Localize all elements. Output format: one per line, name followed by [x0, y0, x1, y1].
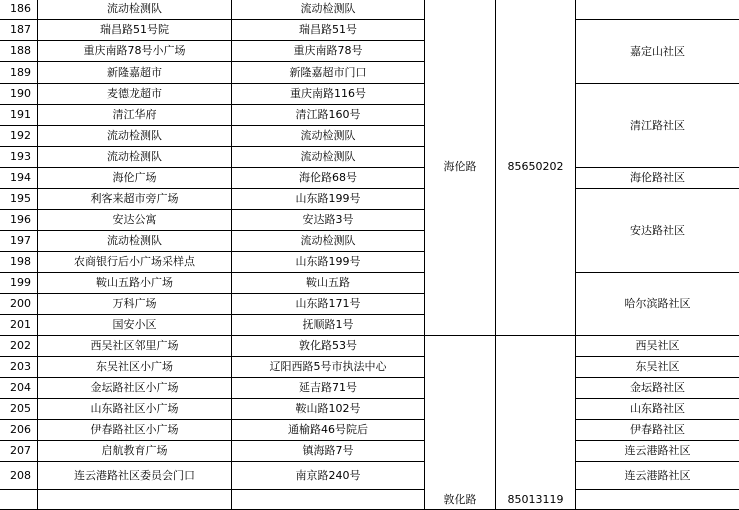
community-cell: 嘉定山社区 [576, 20, 739, 84]
site-name-cell: 利客来超市旁广场 [38, 189, 232, 210]
site-name-cell: 新隆嘉超市 [38, 62, 232, 84]
site-name-cell: 农商银行后小广场采样点 [38, 252, 232, 273]
row-number-cell: 186 [0, 0, 38, 20]
row-number-cell: 200 [0, 294, 38, 315]
site-name-cell: 伊春路社区小广场 [38, 420, 232, 441]
row-number-cell: 203 [0, 357, 38, 378]
site-address-cell: 清江路160号 [232, 105, 425, 126]
community-cell: 哈尔滨路社区 [576, 273, 739, 336]
site-name-cell [38, 490, 232, 510]
row-number-cell: 193 [0, 147, 38, 168]
street-cell: 敦化路 [425, 336, 496, 510]
row-number-cell: 208 [0, 462, 38, 490]
site-address-cell: 山东路199号 [232, 252, 425, 273]
site-address-cell: 安达路3号 [232, 210, 425, 231]
phone-cell: 85650202 [496, 0, 576, 336]
site-name-cell: 西吴社区邻里广场 [38, 336, 232, 357]
row-number-cell: 197 [0, 231, 38, 252]
site-name-cell: 万科广场 [38, 294, 232, 315]
row-number-cell: 195 [0, 189, 38, 210]
community-cell: 西吴社区 [576, 336, 739, 357]
site-name-cell: 东吴社区小广场 [38, 357, 232, 378]
site-address-cell: 辽阳西路5号市执法中心 [232, 357, 425, 378]
site-name-cell: 安达公寓 [38, 210, 232, 231]
community-cell [576, 0, 739, 20]
site-name-cell: 流动检测队 [38, 126, 232, 147]
site-name-cell: 鞍山五路小广场 [38, 273, 232, 294]
community-cell [576, 490, 739, 510]
site-name-cell: 流动检测队 [38, 147, 232, 168]
community-cell: 连云港路社区 [576, 441, 739, 462]
site-name-cell: 清江华府 [38, 105, 232, 126]
site-address-cell: 镇海路7号 [232, 441, 425, 462]
site-address-cell: 新隆嘉超市门口 [232, 62, 425, 84]
site-name-cell: 海伦广场 [38, 168, 232, 189]
row-number-cell: 194 [0, 168, 38, 189]
row-number-cell [0, 490, 38, 510]
site-address-cell: 抚顺路1号 [232, 315, 425, 336]
community-cell: 金坛路社区 [576, 378, 739, 399]
row-number-cell: 207 [0, 441, 38, 462]
phone-cell: 85013119 [496, 336, 576, 510]
site-address-cell: 鞍山五路 [232, 273, 425, 294]
site-address-cell: 流动检测队 [232, 147, 425, 168]
site-address-cell: 山东路171号 [232, 294, 425, 315]
row-number-cell: 192 [0, 126, 38, 147]
site-name-cell: 启航教育广场 [38, 441, 232, 462]
row-number-cell: 190 [0, 84, 38, 105]
row-number-cell: 206 [0, 420, 38, 441]
community-cell: 伊春路社区 [576, 420, 739, 441]
site-name-cell: 流动检测队 [38, 0, 232, 20]
row-number-cell: 202 [0, 336, 38, 357]
street-cell: 海伦路 [425, 0, 496, 336]
site-name-cell: 流动检测队 [38, 231, 232, 252]
site-address-cell: 山东路199号 [232, 189, 425, 210]
site-address-cell: 流动检测队 [232, 231, 425, 252]
site-address-cell: 延吉路71号 [232, 378, 425, 399]
site-address-cell: 重庆南路78号 [232, 41, 425, 62]
community-cell: 海伦路社区 [576, 168, 739, 189]
site-address-cell: 南京路240号 [232, 462, 425, 490]
site-name-cell: 麦德龙超市 [38, 84, 232, 105]
site-address-cell: 鞍山路102号 [232, 399, 425, 420]
site-address-cell: 敦化路53号 [232, 336, 425, 357]
row-number-cell: 196 [0, 210, 38, 231]
site-name-cell: 连云港路社区委员会门口 [38, 462, 232, 490]
row-number-cell: 187 [0, 20, 38, 41]
site-name-cell: 重庆南路78号小广场 [38, 41, 232, 62]
site-name-cell: 山东路社区小广场 [38, 399, 232, 420]
row-number-cell: 189 [0, 62, 38, 84]
row-number-cell: 191 [0, 105, 38, 126]
community-cell: 连云港路社区 [576, 462, 739, 490]
row-number-cell: 205 [0, 399, 38, 420]
site-address-cell: 通榆路46号院后 [232, 420, 425, 441]
site-name-cell: 国安小区 [38, 315, 232, 336]
community-cell: 安达路社区 [576, 189, 739, 273]
site-name-cell: 瑞昌路51号院 [38, 20, 232, 41]
row-number-cell: 198 [0, 252, 38, 273]
site-address-cell: 海伦路68号 [232, 168, 425, 189]
community-cell: 山东路社区 [576, 399, 739, 420]
site-name-cell: 金坛路社区小广场 [38, 378, 232, 399]
site-address-cell: 重庆南路116号 [232, 84, 425, 105]
community-cell: 清江路社区 [576, 84, 739, 168]
row-number-cell: 204 [0, 378, 38, 399]
site-address-cell: 流动检测队 [232, 0, 425, 20]
site-address-cell: 流动检测队 [232, 126, 425, 147]
row-number-cell: 188 [0, 41, 38, 62]
row-number-cell: 201 [0, 315, 38, 336]
community-cell: 东吴社区 [576, 357, 739, 378]
row-number-cell: 199 [0, 273, 38, 294]
site-address-cell: 瑞昌路51号 [232, 20, 425, 41]
site-address-cell [232, 490, 425, 510]
